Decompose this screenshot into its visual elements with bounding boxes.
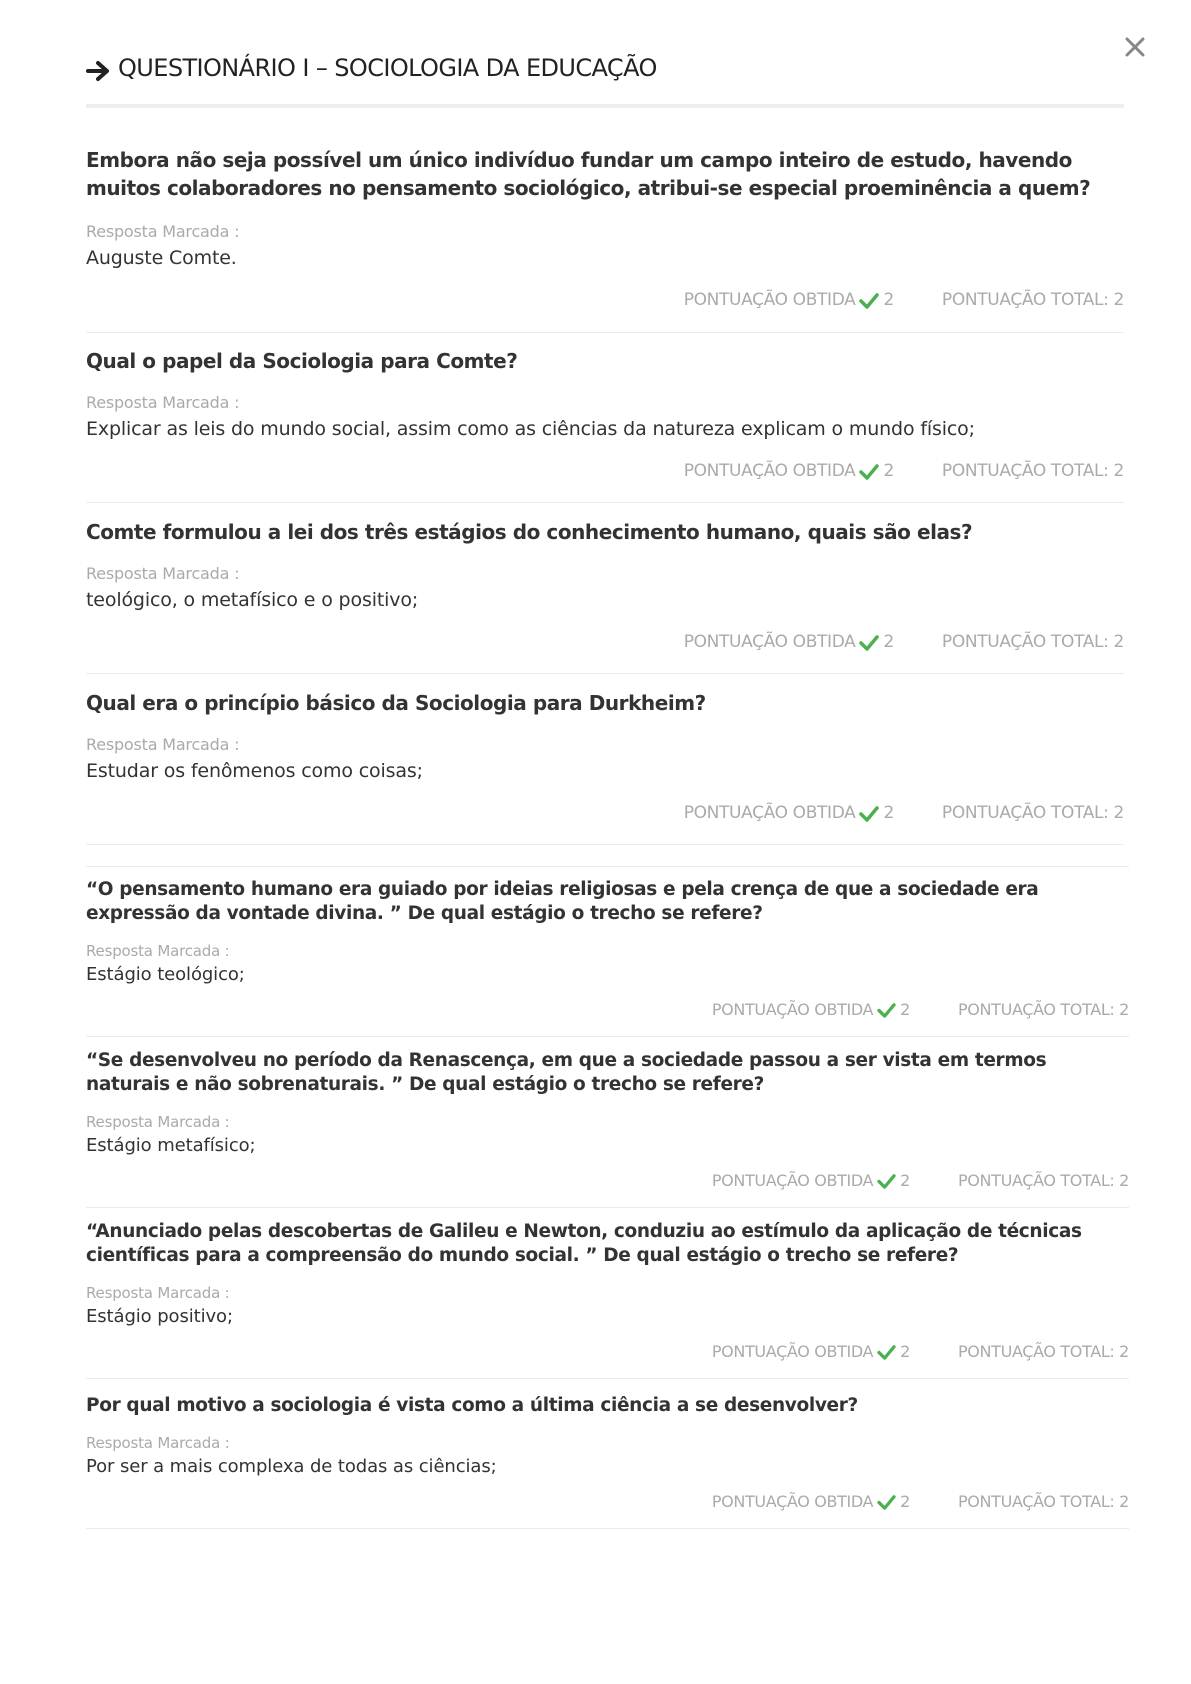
score-total: PONTUAÇÃO TOTAL: 2 — [941, 632, 1124, 652]
score-obtained-label: PONTUAÇÃO OBTIDA — [711, 1492, 874, 1511]
answer-text: Auguste Comte. — [86, 247, 237, 269]
score-total: PONTUAÇÃO TOTAL: 2 — [958, 1342, 1129, 1361]
answer-text: Estágio metafísico; — [86, 1135, 256, 1156]
arrow-right-icon — [86, 60, 112, 82]
score-row — [712, 1000, 1129, 1019]
score-obtained-label: PONTUAÇÃO OBTIDA — [711, 1000, 874, 1019]
question-text: Comte formulou a lei dos três estágios do conhecimento humano, quais são elas? — [86, 520, 973, 544]
question-item — [86, 518, 1124, 674]
score-obtained-label: PONTUAÇÃO OBTIDA — [683, 803, 856, 823]
question-text: Embora não seja possível um único indivíduo fundar um campo inteiro de estudo, havendo muitos colaboradores no pensamento sociológico, atribui-se especial proeminência a quem? — [86, 148, 1091, 200]
question-item — [86, 689, 1124, 845]
question-text: “Se desenvolveu no período da Renascença, em que a sociedade passou a ser vista em termos naturais e não sobrenaturais. ” De qual estágio o trecho se refere? — [86, 1050, 1047, 1095]
answer-text: Explicar as leis do mundo social, assim como as ciências da natureza explicam o mundo físico; — [86, 418, 975, 440]
score-row — [684, 461, 1124, 481]
score-obtained-value: 2 — [883, 803, 894, 823]
question-item — [86, 878, 1129, 1037]
score-row — [712, 1171, 1129, 1190]
answer-text: Estudar os fenômenos como coisas; — [86, 760, 423, 782]
score-total: PONTUAÇÃO TOTAL: 2 — [958, 1492, 1129, 1511]
question-item — [86, 1049, 1129, 1208]
score-obtained-value: 2 — [883, 632, 894, 652]
score-row — [712, 1492, 1129, 1511]
answer-label: Resposta Marcada : — [86, 735, 240, 754]
check-icon — [877, 1344, 896, 1360]
check-icon — [877, 1494, 896, 1510]
score-obtained-value: 2 — [900, 1492, 910, 1511]
score-obtained-label: PONTUAÇÃO OBTIDA — [711, 1171, 874, 1190]
score-total: PONTUAÇÃO TOTAL: 2 — [958, 1000, 1129, 1019]
question-item — [86, 347, 1124, 503]
modal-header — [86, 50, 1124, 108]
question-text: Por qual motivo a sociologia é vista como a última ciência a se desenvolver? — [86, 1395, 858, 1416]
question-item — [86, 146, 1124, 333]
check-icon — [877, 1002, 896, 1018]
score-total: PONTUAÇÃO TOTAL: 2 — [941, 290, 1124, 310]
answer-text: Estágio positivo; — [86, 1306, 233, 1327]
score-obtained-label: PONTUAÇÃO OBTIDA — [683, 632, 856, 652]
answer-label: Resposta Marcada : — [86, 564, 240, 583]
score-obtained-label: PONTUAÇÃO OBTIDA — [711, 1342, 874, 1361]
score-obtained-value: 2 — [900, 1000, 910, 1019]
answer-text: Estágio teológico; — [86, 964, 245, 985]
score-total: PONTUAÇÃO TOTAL: 2 — [958, 1171, 1129, 1190]
question-text: Qual era o princípio básico da Sociologia para Durkheim? — [86, 691, 706, 715]
score-obtained-label: PONTUAÇÃO OBTIDA — [683, 461, 856, 481]
check-icon — [877, 1173, 896, 1189]
score-total: PONTUAÇÃO TOTAL: 2 — [941, 803, 1124, 823]
question-text: Qual o papel da Sociologia para Comte? — [86, 349, 518, 373]
score-total: PONTUAÇÃO TOTAL: 2 — [941, 461, 1124, 481]
answer-label: Resposta Marcada : — [86, 1434, 230, 1452]
question-item — [86, 1394, 1129, 1529]
answer-text: Por ser a mais complexa de todas as ciências; — [86, 1456, 497, 1477]
score-obtained-value: 2 — [883, 461, 894, 481]
question-text: “Anunciado pelas descobertas de Galileu e Newton, conduziu ao estímulo da aplicação de técnicas científicas para a compreensão do mundo social. ” De qual estágio o trecho se refere? — [86, 1221, 1082, 1266]
answer-label: Resposta Marcada : — [86, 222, 240, 241]
modal-title: QUESTIONÁRIO I – SOCIOLOGIA DA EDUCAÇÃO — [118, 54, 657, 82]
score-obtained-value: 2 — [900, 1171, 910, 1190]
section-divider — [86, 866, 1129, 867]
check-icon — [859, 292, 879, 309]
score-row — [712, 1342, 1129, 1361]
check-icon — [859, 634, 879, 651]
answer-label: Resposta Marcada : — [86, 393, 240, 412]
question-item — [86, 1220, 1129, 1379]
score-row — [684, 632, 1124, 652]
question-text: “O pensamento humano era guiado por ideias religiosas e pela crença de que a sociedade era expressão da vontade divina. ” De qual estágio o trecho se refere? — [86, 879, 1039, 924]
answer-label: Resposta Marcada : — [86, 1113, 230, 1131]
answer-label: Resposta Marcada : — [86, 942, 230, 960]
score-obtained-value: 2 — [883, 290, 894, 310]
answer-label: Resposta Marcada : — [86, 1284, 230, 1302]
check-icon — [859, 463, 879, 480]
check-icon — [859, 805, 879, 822]
score-obtained-label: PONTUAÇÃO OBTIDA — [683, 290, 856, 310]
score-obtained-value: 2 — [900, 1342, 910, 1361]
score-row — [684, 290, 1124, 310]
score-row — [684, 803, 1124, 823]
answer-text: teológico, o metafísico e o positivo; — [86, 589, 419, 611]
